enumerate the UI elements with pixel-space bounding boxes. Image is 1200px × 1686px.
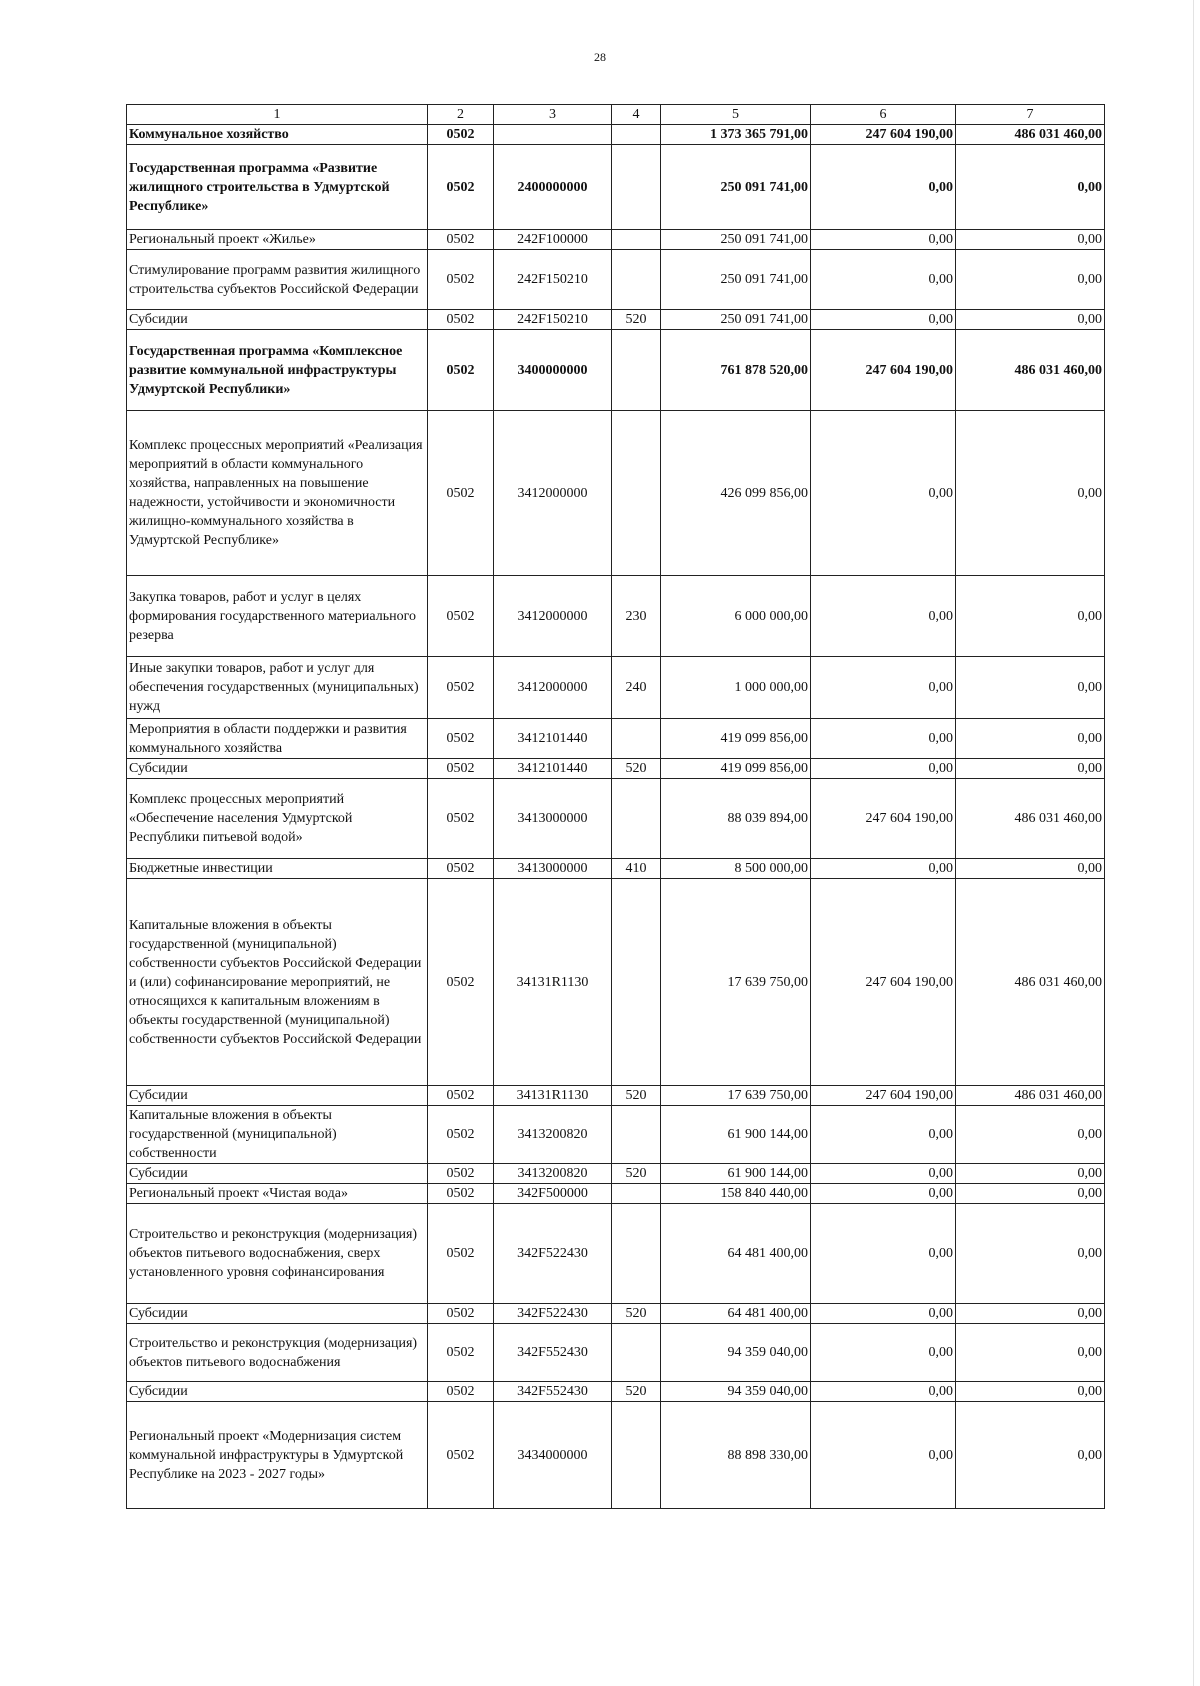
amount-col5-cell: 250 091 741,00 <box>661 250 811 310</box>
section-code-cell: 0502 <box>428 719 494 759</box>
target-article-cell: 242F150210 <box>494 310 612 330</box>
target-article-cell: 3412000000 <box>494 576 612 657</box>
amount-col6-cell: 0,00 <box>811 859 956 879</box>
row-name-cell: Строительство и реконструкция (модернизация) объектов питьевого водоснабжения <box>127 1324 428 1382</box>
table-row <box>127 1106 1105 1164</box>
table-row <box>127 576 1105 657</box>
section-code-cell: 0502 <box>428 250 494 310</box>
expense-type-cell <box>612 779 661 859</box>
amount-col7-cell: 0,00 <box>956 759 1105 779</box>
table-row <box>127 1086 1105 1106</box>
section-code-cell: 0502 <box>428 657 494 719</box>
section-code-cell: 0502 <box>428 879 494 1086</box>
amount-col5-cell: 17 639 750,00 <box>661 879 811 1086</box>
row-name-cell: Строительство и реконструкция (модернизация) объектов питьевого водоснабжения, сверх установленного уровня софинансирования <box>127 1204 428 1304</box>
amount-col7-cell: 0,00 <box>956 1402 1105 1509</box>
row-name-cell: Коммунальное хозяйство <box>127 125 428 145</box>
amount-col6-cell: 0,00 <box>811 1324 956 1382</box>
amount-col5-cell: 1 000 000,00 <box>661 657 811 719</box>
expense-type-cell: 520 <box>612 1382 661 1402</box>
amount-col6-cell: 0,00 <box>811 1304 956 1324</box>
budget-table <box>126 104 1105 1509</box>
column-number: 1 <box>127 105 428 125</box>
section-code-cell: 0502 <box>428 310 494 330</box>
expense-type-cell <box>612 250 661 310</box>
amount-col6-cell: 0,00 <box>811 657 956 719</box>
amount-col6-cell: 247 604 190,00 <box>811 1086 956 1106</box>
amount-col7-cell: 0,00 <box>956 145 1105 230</box>
amount-col5-cell: 419 099 856,00 <box>661 719 811 759</box>
section-code-cell: 0502 <box>428 1382 494 1402</box>
amount-col7-cell: 486 031 460,00 <box>956 125 1105 145</box>
section-code-cell: 0502 <box>428 576 494 657</box>
row-name-cell: Государственная программа «Развитие жилищного строительства в Удмуртской Республике» <box>127 145 428 230</box>
amount-col7-cell: 0,00 <box>956 1304 1105 1324</box>
column-number: 2 <box>428 105 494 125</box>
scan-edge <box>1193 0 1194 1686</box>
expense-type-cell <box>612 1324 661 1382</box>
amount-col5-cell: 158 840 440,00 <box>661 1184 811 1204</box>
section-code-cell: 0502 <box>428 1086 494 1106</box>
expense-type-cell: 520 <box>612 1164 661 1184</box>
table-row <box>127 230 1105 250</box>
table-row <box>127 1164 1105 1184</box>
expense-type-cell <box>612 145 661 230</box>
amount-col5-cell: 61 900 144,00 <box>661 1164 811 1184</box>
section-code-cell: 0502 <box>428 859 494 879</box>
section-code-cell: 0502 <box>428 779 494 859</box>
table-row <box>127 719 1105 759</box>
expense-type-cell <box>612 1184 661 1204</box>
amount-col5-cell: 426 099 856,00 <box>661 411 811 576</box>
target-article-cell: 3400000000 <box>494 330 612 411</box>
target-article-cell: 3412101440 <box>494 719 612 759</box>
column-number: 7 <box>956 105 1105 125</box>
amount-col5-cell: 64 481 400,00 <box>661 1304 811 1324</box>
section-code-cell: 0502 <box>428 1402 494 1509</box>
target-article-cell: 342F522430 <box>494 1204 612 1304</box>
target-article-cell: 342F522430 <box>494 1304 612 1324</box>
table-row <box>127 125 1105 145</box>
amount-col7-cell: 0,00 <box>956 576 1105 657</box>
target-article-cell: 342F500000 <box>494 1184 612 1204</box>
amount-col6-cell: 0,00 <box>811 1106 956 1164</box>
section-code-cell: 0502 <box>428 330 494 411</box>
target-article-cell: 34131R1130 <box>494 1086 612 1106</box>
amount-col6-cell: 0,00 <box>811 719 956 759</box>
table-row <box>127 1304 1105 1324</box>
row-name-cell: Субсидии <box>127 1382 428 1402</box>
table-row <box>127 859 1105 879</box>
target-article-cell: 3413000000 <box>494 859 612 879</box>
amount-col7-cell: 0,00 <box>956 230 1105 250</box>
target-article-cell: 3412000000 <box>494 657 612 719</box>
amount-col5-cell: 94 359 040,00 <box>661 1324 811 1382</box>
amount-col6-cell: 0,00 <box>811 759 956 779</box>
row-name-cell: Региональный проект «Жилье» <box>127 230 428 250</box>
expense-type-cell <box>612 411 661 576</box>
expense-type-cell <box>612 125 661 145</box>
amount-col5-cell: 64 481 400,00 <box>661 1204 811 1304</box>
row-name-cell: Иные закупки товаров, работ и услуг для обеспечения государственных (муниципальных) нужд <box>127 657 428 719</box>
table-row <box>127 310 1105 330</box>
column-number: 5 <box>661 105 811 125</box>
amount-col7-cell: 0,00 <box>956 1204 1105 1304</box>
amount-col5-cell: 61 900 144,00 <box>661 1106 811 1164</box>
expense-type-cell: 240 <box>612 657 661 719</box>
row-name-cell: Субсидии <box>127 759 428 779</box>
target-article-cell: 3412101440 <box>494 759 612 779</box>
row-name-cell: Субсидии <box>127 1086 428 1106</box>
amount-col7-cell: 0,00 <box>956 1324 1105 1382</box>
section-code-cell: 0502 <box>428 1184 494 1204</box>
amount-col7-cell: 0,00 <box>956 719 1105 759</box>
amount-col5-cell: 88 898 330,00 <box>661 1402 811 1509</box>
amount-col6-cell: 0,00 <box>811 1164 956 1184</box>
amount-col6-cell: 0,00 <box>811 1402 956 1509</box>
amount-col7-cell: 0,00 <box>956 310 1105 330</box>
expense-type-cell <box>612 1106 661 1164</box>
amount-col7-cell: 0,00 <box>956 1164 1105 1184</box>
target-article-cell: 342F552430 <box>494 1324 612 1382</box>
amount-col7-cell: 0,00 <box>956 859 1105 879</box>
amount-col7-cell: 0,00 <box>956 250 1105 310</box>
table-row <box>127 779 1105 859</box>
amount-col5-cell: 250 091 741,00 <box>661 310 811 330</box>
row-name-cell: Субсидии <box>127 1304 428 1324</box>
section-code-cell: 0502 <box>428 125 494 145</box>
amount-col5-cell: 8 500 000,00 <box>661 859 811 879</box>
expense-type-cell: 520 <box>612 310 661 330</box>
table-row <box>127 1402 1105 1509</box>
amount-col7-cell: 486 031 460,00 <box>956 779 1105 859</box>
amount-col6-cell: 0,00 <box>811 145 956 230</box>
amount-col5-cell: 94 359 040,00 <box>661 1382 811 1402</box>
amount-col6-cell: 0,00 <box>811 310 956 330</box>
section-code-cell: 0502 <box>428 145 494 230</box>
target-article-cell: 342F552430 <box>494 1382 612 1402</box>
amount-col6-cell: 247 604 190,00 <box>811 330 956 411</box>
amount-col6-cell: 0,00 <box>811 230 956 250</box>
row-name-cell: Региональный проект «Чистая вода» <box>127 1184 428 1204</box>
table-row <box>127 1382 1105 1402</box>
amount-col7-cell: 486 031 460,00 <box>956 330 1105 411</box>
column-number: 4 <box>612 105 661 125</box>
amount-col7-cell: 0,00 <box>956 1106 1105 1164</box>
expense-type-cell <box>612 230 661 250</box>
amount-col6-cell: 0,00 <box>811 250 956 310</box>
expense-type-cell: 410 <box>612 859 661 879</box>
amount-col5-cell: 17 639 750,00 <box>661 1086 811 1106</box>
row-name-cell: Закупка товаров, работ и услуг в целях формирования государственного материального резерва <box>127 576 428 657</box>
amount-col7-cell: 486 031 460,00 <box>956 879 1105 1086</box>
table-row <box>127 1324 1105 1382</box>
amount-col5-cell: 88 039 894,00 <box>661 779 811 859</box>
column-number-row <box>127 105 1105 125</box>
amount-col7-cell: 0,00 <box>956 657 1105 719</box>
table-row <box>127 759 1105 779</box>
table-row <box>127 411 1105 576</box>
row-name-cell: Комплекс процессных мероприятий «Обеспечение населения Удмуртской Республики питьевой водой» <box>127 779 428 859</box>
row-name-cell: Комплекс процессных мероприятий «Реализация мероприятий в области коммунального хозяйства, направленных на повышение надежности, устойчивости и экономичности жилищно-коммунального хозяйства в Удмуртской Республике» <box>127 411 428 576</box>
amount-col6-cell: 0,00 <box>811 576 956 657</box>
section-code-cell: 0502 <box>428 411 494 576</box>
amount-col5-cell: 1 373 365 791,00 <box>661 125 811 145</box>
table-row <box>127 657 1105 719</box>
expense-type-cell <box>612 1402 661 1509</box>
amount-col6-cell: 0,00 <box>811 411 956 576</box>
amount-col6-cell: 0,00 <box>811 1382 956 1402</box>
expense-type-cell: 520 <box>612 1086 661 1106</box>
section-code-cell: 0502 <box>428 759 494 779</box>
row-name-cell: Капитальные вложения в объекты государственной (муниципальной) собственности <box>127 1106 428 1164</box>
column-number: 3 <box>494 105 612 125</box>
amount-col5-cell: 761 878 520,00 <box>661 330 811 411</box>
section-code-cell: 0502 <box>428 1324 494 1382</box>
target-article-cell: 3413200820 <box>494 1164 612 1184</box>
expense-type-cell: 520 <box>612 1304 661 1324</box>
amount-col5-cell: 419 099 856,00 <box>661 759 811 779</box>
amount-col6-cell: 247 604 190,00 <box>811 879 956 1086</box>
row-name-cell: Субсидии <box>127 1164 428 1184</box>
section-code-cell: 0502 <box>428 1164 494 1184</box>
row-name-cell: Стимулирование программ развития жилищного строительства субъектов Российской Федерации <box>127 250 428 310</box>
column-number: 6 <box>811 105 956 125</box>
target-article-cell: 242F150210 <box>494 250 612 310</box>
section-code-cell: 0502 <box>428 1204 494 1304</box>
expense-type-cell <box>612 330 661 411</box>
table-row <box>127 145 1105 230</box>
section-code-cell: 0502 <box>428 1304 494 1324</box>
amount-col6-cell: 247 604 190,00 <box>811 125 956 145</box>
expense-type-cell <box>612 1204 661 1304</box>
row-name-cell: Бюджетные инвестиции <box>127 859 428 879</box>
expense-type-cell <box>612 719 661 759</box>
page-number: 28 <box>594 50 606 64</box>
row-name-cell: Капитальные вложения в объекты государственной (муниципальной) собственности субъектов Российской Федерации и (или) софинансирование мероприятий, не относящихся к капитальным вложениям в объекты государственной (муниципальной) собственности субъектов Российской Федерации <box>127 879 428 1086</box>
table-row <box>127 879 1105 1086</box>
row-name-cell: Мероприятия в области поддержки и развития коммунального хозяйства <box>127 719 428 759</box>
expense-type-cell: 520 <box>612 759 661 779</box>
target-article-cell: 3434000000 <box>494 1402 612 1509</box>
target-article-cell: 3412000000 <box>494 411 612 576</box>
amount-col5-cell: 250 091 741,00 <box>661 230 811 250</box>
row-name-cell: Региональный проект «Модернизация систем коммунальной инфраструктуры в Удмуртской Республике на 2023 - 2027 годы» <box>127 1402 428 1509</box>
target-article-cell: 3413000000 <box>494 779 612 859</box>
amount-col7-cell: 0,00 <box>956 411 1105 576</box>
target-article-cell: 242F100000 <box>494 230 612 250</box>
amount-col6-cell: 247 604 190,00 <box>811 779 956 859</box>
amount-col6-cell: 0,00 <box>811 1204 956 1304</box>
expense-type-cell: 230 <box>612 576 661 657</box>
amount-col7-cell: 0,00 <box>956 1382 1105 1402</box>
target-article-cell: 3413200820 <box>494 1106 612 1164</box>
target-article-cell: 2400000000 <box>494 145 612 230</box>
expense-type-cell <box>612 879 661 1086</box>
amount-col6-cell: 0,00 <box>811 1184 956 1204</box>
row-name-cell: Государственная программа «Комплексное развитие коммунальной инфраструктуры Удмуртской Республики» <box>127 330 428 411</box>
row-name-cell: Субсидии <box>127 310 428 330</box>
section-code-cell: 0502 <box>428 1106 494 1164</box>
section-code-cell: 0502 <box>428 230 494 250</box>
amount-col7-cell: 486 031 460,00 <box>956 1086 1105 1106</box>
amount-col7-cell: 0,00 <box>956 1184 1105 1204</box>
target-article-cell: 34131R1130 <box>494 879 612 1086</box>
table-row <box>127 330 1105 411</box>
amount-col5-cell: 6 000 000,00 <box>661 576 811 657</box>
table-row <box>127 250 1105 310</box>
target-article-cell <box>494 125 612 145</box>
table-row <box>127 1204 1105 1304</box>
amount-col5-cell: 250 091 741,00 <box>661 145 811 230</box>
table-row <box>127 1184 1105 1204</box>
